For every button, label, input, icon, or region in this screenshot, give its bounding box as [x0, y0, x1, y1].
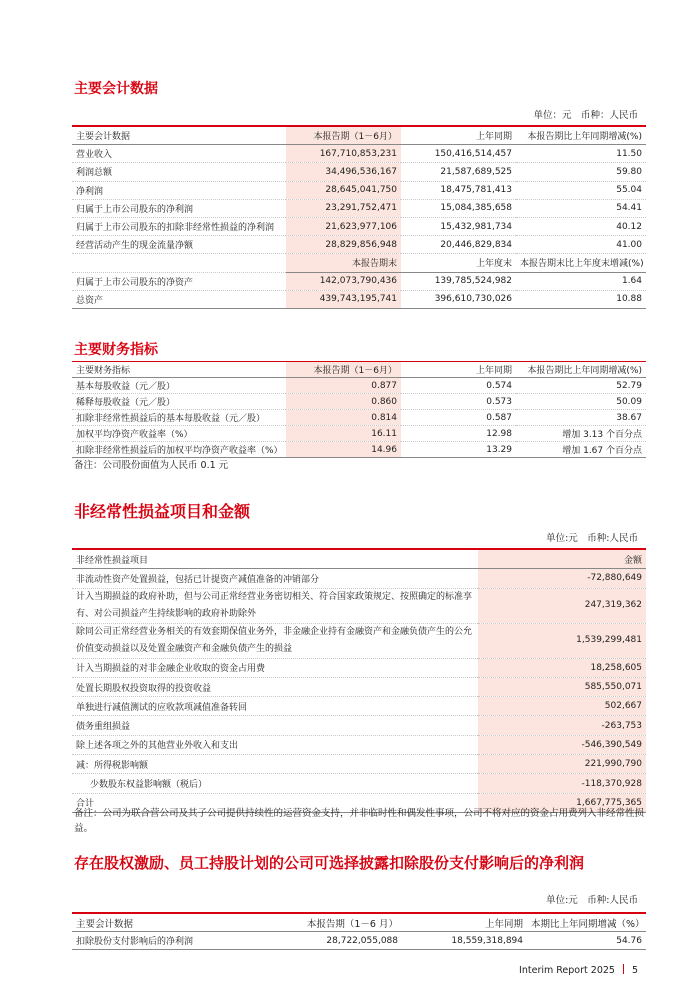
row-label: 减：所得税影响额 [72, 755, 478, 774]
table-row [72, 145, 646, 163]
table-row [72, 755, 646, 774]
row-label: 债务重组损益 [72, 716, 478, 735]
row-label: 单独进行减值测试的应收款项减值准备转回 [72, 697, 478, 716]
row-label: 总资产 [72, 290, 286, 308]
unit-label: 单位:元 币种:人民币 [546, 533, 638, 544]
key-accounting-data-table [72, 125, 646, 309]
amount-value: 247,319,362 [478, 588, 646, 623]
current-value: 34,496,536,167 [286, 163, 401, 181]
prior-value: 13.29 [401, 442, 516, 458]
row-label: 归属于上市公司股东的净资产 [72, 272, 286, 290]
amount-value: -546,390,549 [478, 735, 646, 754]
amount-value: 221,990,790 [478, 755, 646, 774]
note-non-recurring: 备注：公司为联合营公司及其子公司提供持续性的运营资金支持，并非临时性和偶发性事项，公司不将对应的资金占用费列入非经常性损益。 [74, 808, 645, 834]
prior-value: 15,084,385,658 [401, 199, 516, 217]
table-row [72, 410, 646, 426]
table-row [72, 442, 646, 458]
row-label: 营业收入 [72, 145, 286, 163]
unit-label: 单位:元 币种:人民币 [546, 895, 638, 906]
header-cell: 上年同期 [402, 913, 527, 932]
table-header-row [72, 913, 646, 932]
key-financial-indicators-table [72, 361, 646, 458]
prior-value: 0.574 [401, 378, 516, 394]
total-label: 合计 [72, 793, 478, 812]
table-row [72, 181, 646, 199]
row-label: 稀释每股收益（元／股） [72, 394, 286, 410]
current-value: 439,743,195,741 [286, 290, 401, 308]
prior-value: 18,475,781,413 [401, 181, 516, 199]
row-label: 加权平均净资产收益率（%） [72, 426, 286, 442]
header-cell: 本报告期比上年同期增减(%) [516, 126, 646, 145]
header-cell: 本期比上年同期增减（%） [527, 913, 646, 932]
page-footer [519, 964, 638, 976]
header-cell: 上年同期 [401, 362, 516, 378]
table-header-row [72, 362, 646, 378]
change-value: 38.67 [516, 410, 646, 426]
change-value: 55.04 [516, 181, 646, 199]
change-value: 59.80 [516, 163, 646, 181]
current-value: 167,710,853,231 [286, 145, 401, 163]
amount-value: 502,667 [478, 697, 646, 716]
subheader-cell: 本报告期末 [286, 254, 401, 272]
table-row [72, 272, 646, 290]
row-label: 经营活动产生的现金流量净额 [72, 236, 286, 254]
row-label: 除上述各项之外的其他营业外收入和支出 [72, 735, 478, 754]
prior-value: 0.587 [401, 410, 516, 426]
prior-value: 18,559,318,894 [402, 932, 527, 950]
table-row [72, 623, 646, 658]
table-row [72, 199, 646, 217]
non-recurring-items-table [72, 548, 646, 813]
row-label: 非流动性资产处置损益，包括已计提资产减值准备的冲销部分 [72, 569, 478, 588]
total-value: 1,667,775,365 [478, 793, 646, 812]
header-cell: 主要会计数据 [72, 913, 272, 932]
report-name: Interim Report 2025 [519, 965, 615, 976]
current-value: 0.877 [286, 378, 401, 394]
change-value: 54.41 [516, 199, 646, 217]
header-cell: 本报告期（1－6月） [286, 362, 401, 378]
note-share-par-value: 备注：公司股份面值为人民币 0.1 元 [74, 460, 229, 471]
row-label: 归属于上市公司股东的净利润 [72, 199, 286, 217]
table-row [72, 677, 646, 696]
table-row [72, 163, 646, 181]
header-cell: 本报告期比上年同期增减(%) [516, 362, 646, 378]
current-value: 28,829,856,948 [286, 236, 401, 254]
current-value: 28,722,055,088 [272, 932, 402, 950]
table-row [72, 426, 646, 442]
subheader-cell: 本报告期末比上年度末增减(%) [516, 254, 646, 272]
subheader-cell: 上年度末 [401, 254, 516, 272]
prior-value: 15,432,981,734 [401, 217, 516, 235]
table-row [72, 236, 646, 254]
table-row [72, 774, 646, 793]
prior-value: 150,416,514,457 [401, 145, 516, 163]
page-number: 5 [631, 965, 638, 976]
table-subheader-row [72, 254, 646, 272]
table-row [72, 735, 646, 754]
current-value: 28,645,041,750 [286, 181, 401, 199]
subheader-blank [72, 254, 286, 272]
section-title-non-recurring-items: 非经常性损益项目和金额 [74, 502, 251, 521]
header-cell: 主要会计数据 [72, 126, 286, 145]
header-cell: 上年同期 [401, 126, 516, 145]
change-value: 41.00 [516, 236, 646, 254]
prior-value: 21,587,689,525 [401, 163, 516, 181]
row-label: 归属于上市公司股东的扣除非经常性损益的净利润 [72, 217, 286, 235]
current-value: 23,291,752,471 [286, 199, 401, 217]
amount-value: 585,550,071 [478, 677, 646, 696]
current-value: 0.814 [286, 410, 401, 426]
section-title-key-accounting-data: 主要会计数据 [74, 81, 158, 97]
change-value: 1.64 [516, 272, 646, 290]
row-label: 计入当期损益的对非金融企业收取的资金占用费 [72, 658, 478, 677]
table-row [72, 378, 646, 394]
current-value: 21,623,977,106 [286, 217, 401, 235]
current-value: 16.11 [286, 426, 401, 442]
amount-value: 18,258,605 [478, 658, 646, 677]
amount-value: -263,753 [478, 716, 646, 735]
table-row [72, 394, 646, 410]
table-row [72, 217, 646, 235]
amount-value: -72,880,649 [478, 569, 646, 588]
row-label: 处置长期股权投资取得的投资收益 [72, 677, 478, 696]
table-row [72, 588, 646, 623]
table-header-row [72, 126, 646, 145]
row-label: 计入当期损益的政府补助，但与公司正常经营业务密切相关、符合国家政策规定、按照确定的标准享有、对公司损益产生持续影响的政府补助除外 [72, 588, 478, 623]
change-value: 40.12 [516, 217, 646, 235]
row-label: 除同公司正常经营业务相关的有效套期保值业务外，非金融企业持有金融资产和金融负债产生的公允价值变动损益以及处置金融资产和金融负债产生的损益 [72, 623, 478, 658]
table-header-row [72, 549, 646, 569]
unit-label: 单位：元 币种：人民币 [533, 110, 638, 121]
row-label: 基本每股收益（元／股） [72, 378, 286, 394]
row-label: 利润总额 [72, 163, 286, 181]
change-value: 50.09 [516, 394, 646, 410]
amount-value: 1,539,299,481 [478, 623, 646, 658]
row-label: 扣除非经常性损益后的加权平均净资产收益率（%） [72, 442, 286, 458]
change-value: 10.88 [516, 290, 646, 308]
prior-value: 396,610,730,026 [401, 290, 516, 308]
section-title-share-based-payment: 存在股权激励、员工持股计划的公司可选择披露扣除股份支付影响后的净利润 [74, 854, 585, 872]
header-cell: 主要财务指标 [72, 362, 286, 378]
footer-divider [623, 964, 624, 974]
header-cell: 金额 [478, 549, 646, 569]
current-value: 0.860 [286, 394, 401, 410]
header-cell: 本报告期（1－6月） [286, 126, 401, 145]
table-row [72, 716, 646, 735]
change-value: 增加 3.13 个百分点 [516, 426, 646, 442]
current-value: 142,073,790,436 [286, 272, 401, 290]
table-row [72, 658, 646, 677]
row-label: 扣除股份支付影响后的净利润 [72, 932, 272, 950]
table-row [72, 697, 646, 716]
row-label: 少数股东权益影响额（税后） [72, 774, 478, 793]
amount-value: -118,370,928 [478, 774, 646, 793]
share-based-payment-table [72, 912, 646, 950]
table-row [72, 290, 646, 308]
header-cell: 非经常性损益项目 [72, 549, 478, 569]
table-row [72, 569, 646, 588]
change-value: 54.76 [527, 932, 646, 950]
prior-value: 139,785,524,982 [401, 272, 516, 290]
prior-value: 0.573 [401, 394, 516, 410]
current-value: 14.96 [286, 442, 401, 458]
section-title-key-financial-indicators: 主要财务指标 [74, 342, 158, 358]
prior-value: 20,446,829,834 [401, 236, 516, 254]
header-cell: 本报告期（1－6 月） [272, 913, 402, 932]
table-row [72, 932, 646, 950]
change-value: 52.79 [516, 378, 646, 394]
row-label: 净利润 [72, 181, 286, 199]
change-value: 11.50 [516, 145, 646, 163]
change-value: 增加 1.67 个百分点 [516, 442, 646, 458]
row-label: 扣除非经常性损益后的基本每股收益（元／股） [72, 410, 286, 426]
prior-value: 12.98 [401, 426, 516, 442]
